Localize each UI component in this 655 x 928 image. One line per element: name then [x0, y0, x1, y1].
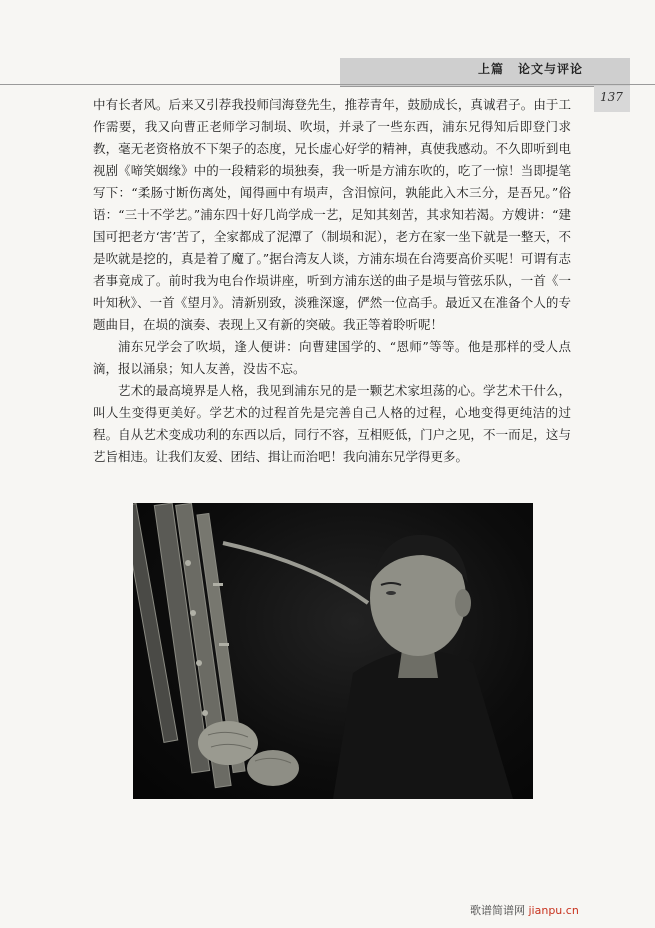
watermark-url: jianpu.cn — [528, 904, 579, 917]
body-text — [93, 94, 571, 468]
paragraph-2: 浦东兄学会了吹埙，逢人便讲：向曹建国学的、“恩师”等等。他是那样的受人点滴，报以涌泉；知人友善，没齿不忘。 — [93, 339, 571, 376]
watermark-site-name: 歌谱简谱网 — [470, 904, 525, 917]
paragraph-3: 艺术的最高境界是人格，我见到浦东兄的是一颗艺术家坦荡的心。学艺术干什么，叫人生变得更美好。学艺术的过程首先是完善自己人格的过程，心地变得更纯洁的过程。自从艺术变成功利的东西以后，同行不容，互相贬低，门户之见，不一而足，这与艺旨相违。让我们友爱、团结、揖让而治吧！我向浦东兄学得更多。 — [93, 383, 571, 464]
header-section: 上篇 — [478, 62, 505, 76]
header-chapter: 论文与评论 — [518, 62, 584, 76]
site-watermark — [470, 902, 579, 918]
photo-man-playing-bassoon — [133, 503, 533, 799]
running-header — [478, 60, 583, 77]
paragraph-1: 中有长者风。后来又引荐我投师闫海登先生，推荐青年，鼓励成长，真诚君子。由于工作需要，我又向曹正老师学习制埙、吹埙，并录了一些东西，浦东兄得知后即登门求教，毫无老资格放不下架子的态度，兄长虚心好学的精神，真使我感动。不久即听到电视剧《啼笑姻缘》中的一段精彩的埙独奏，我一听是方浦东吹的，吃了一惊！当即提笔写下：“柔肠寸断伤离处，闻得画中有埙声，含泪惊问，孰能此入木三分，是吾兄。”俗语：“三十不学艺。”浦东四十好几尚学成一艺，足知其刻苦，其求知若渴。方嫂讲：“建国可把老方‘害’苦了，全家都成了泥潭了（制埙和泥），老方在家一坐下就是一整天，不是吹就是挖的，真是着了魔了。”据台湾友人谈，方浦东埙在台湾要高价买呢！可谓有志者事竟成了。前时我为电台作埙讲座，听到方浦东送的曲子是埙与管弦乐队，一首《一叶知秋》、一首《望月》。清新别致，淡雅深邃，俨然一位高手。最近又在准备个人的专题曲目，在埙的演奏、表现上又有新的突破。我正等着聆听呢！ — [93, 97, 571, 332]
header-rule — [0, 84, 655, 85]
photo-illustration — [133, 503, 533, 799]
page-number: 137 — [600, 90, 623, 104]
